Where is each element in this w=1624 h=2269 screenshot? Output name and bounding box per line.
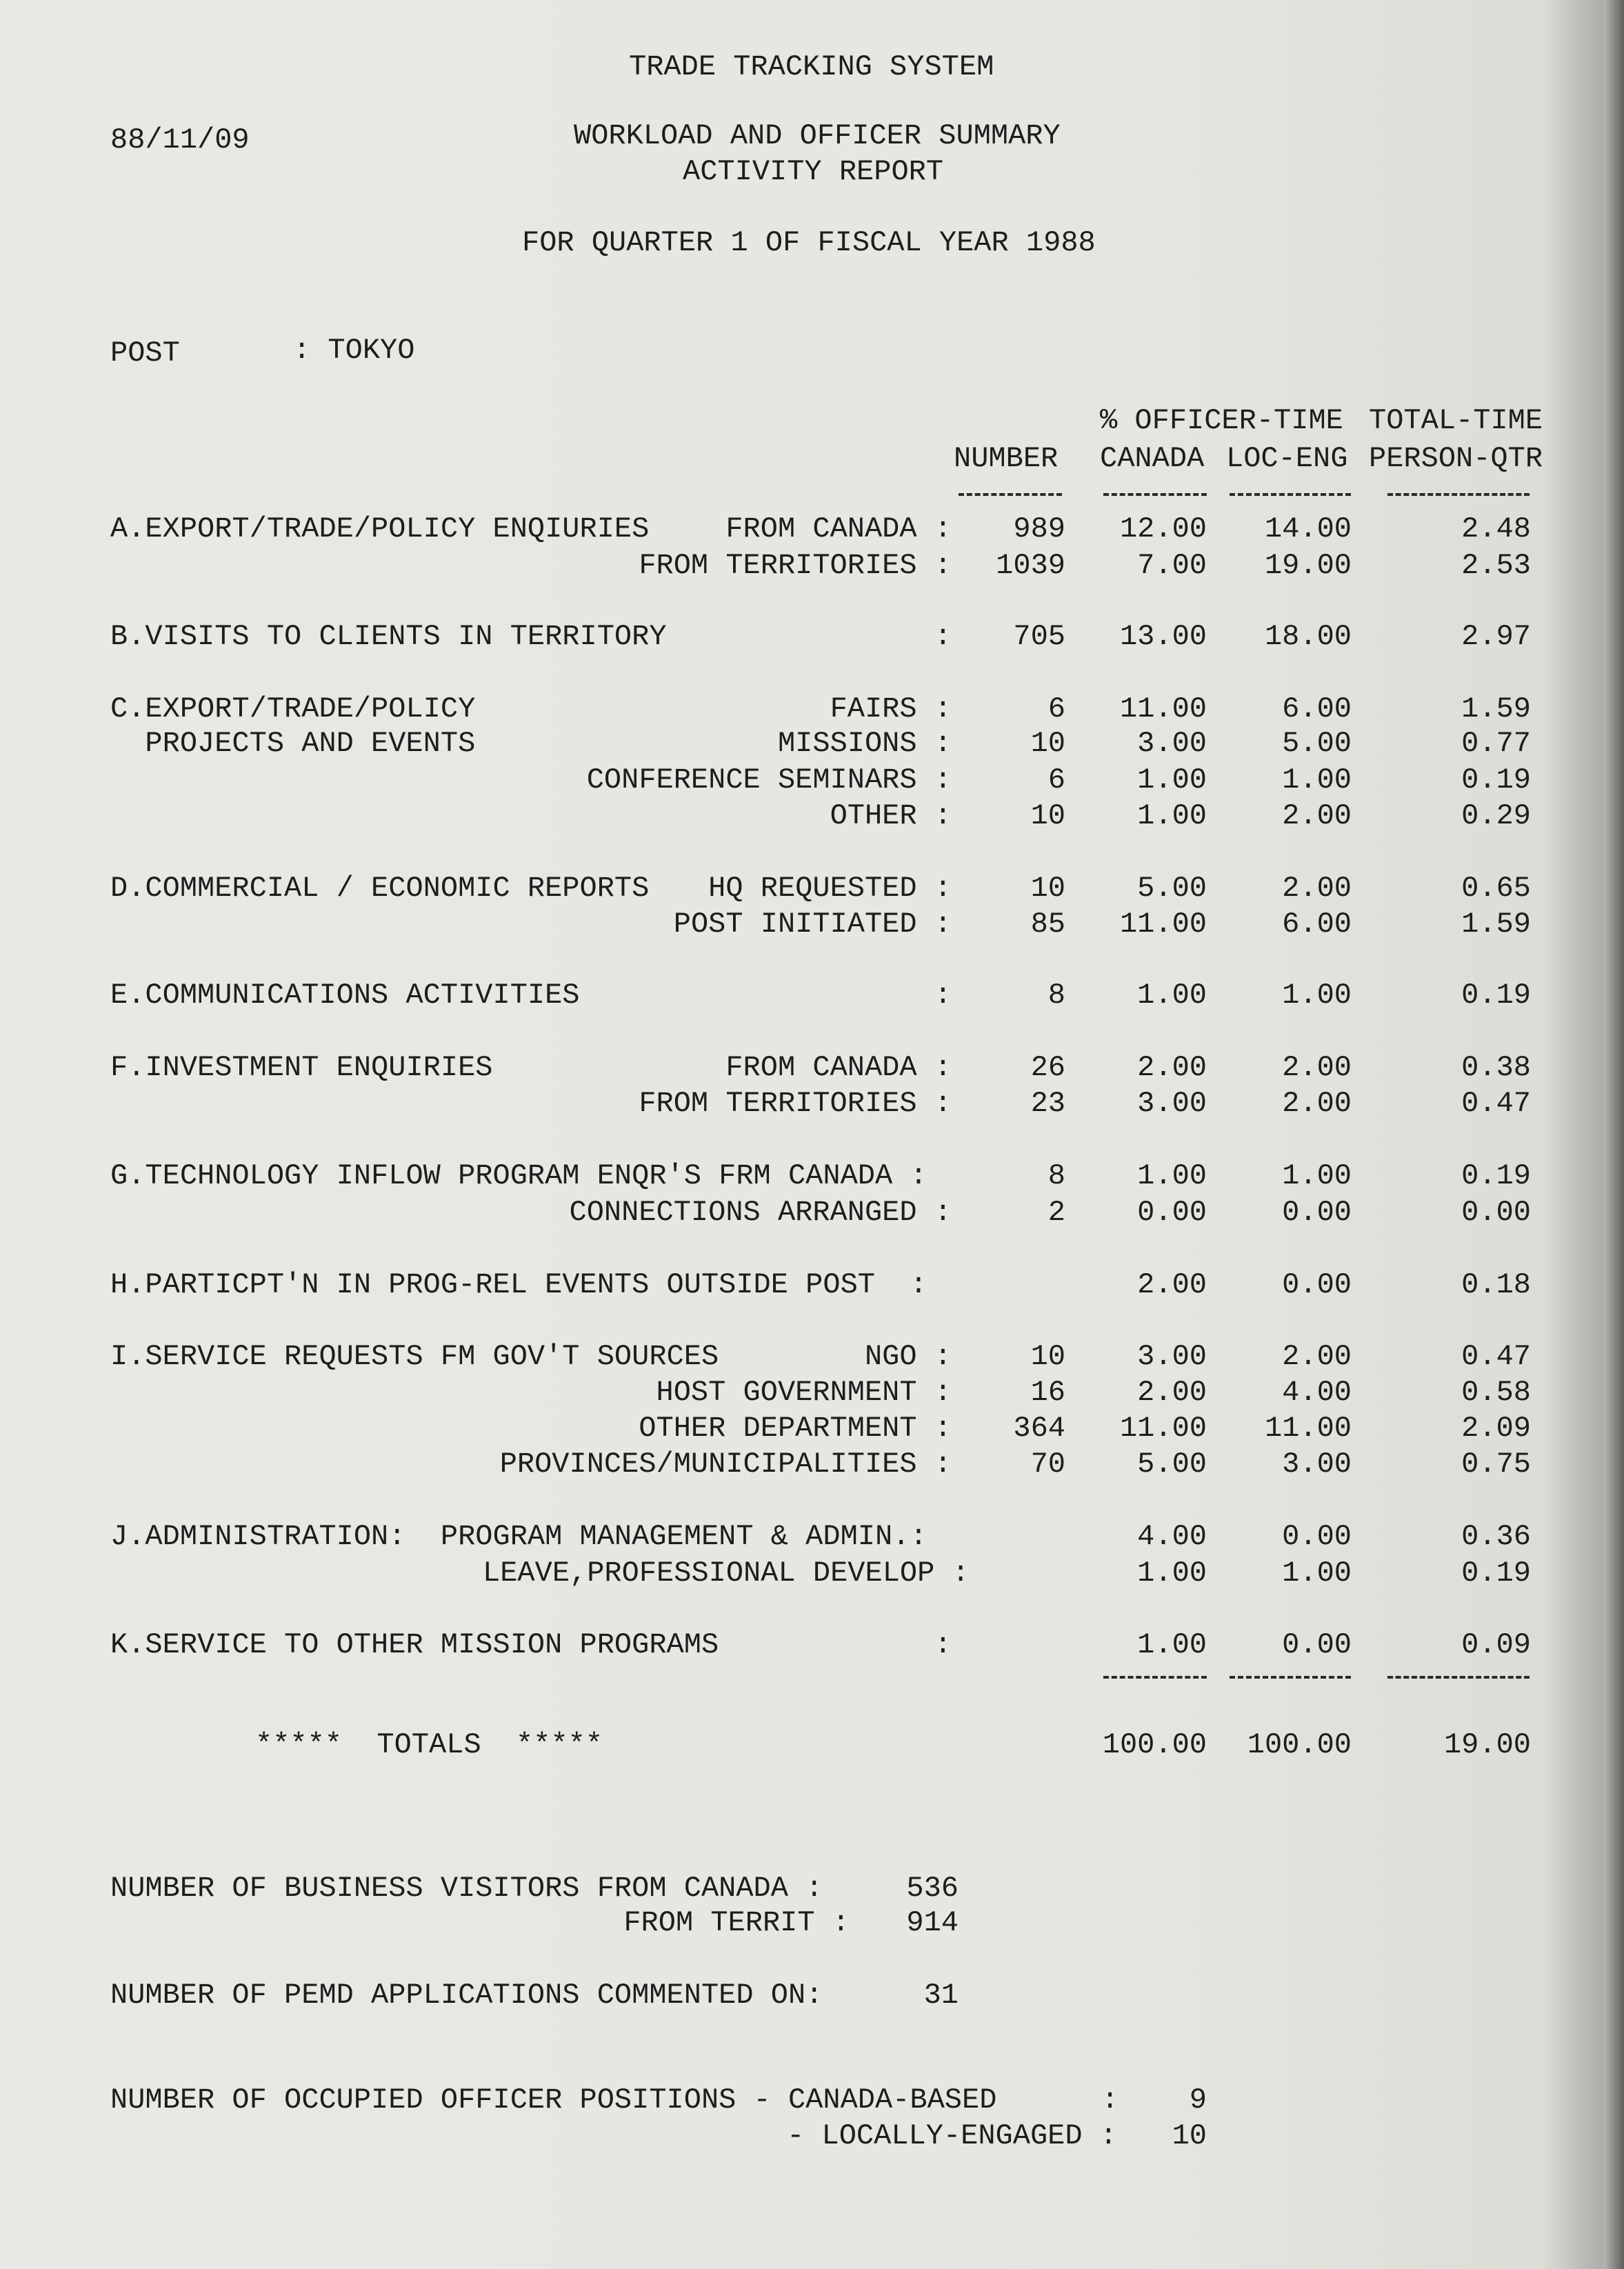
row-category: H.PARTICPT'N IN PROG-REL EVENTS OUTSIDE POST : [110, 1268, 928, 1301]
row-number: 8 [1047, 979, 1065, 1012]
row-loc-eng: 2.00 [1282, 1051, 1352, 1084]
row-person-qtr: 0.19 [1461, 979, 1531, 1012]
row-canada: 12.00 [1119, 512, 1207, 546]
row-person-qtr: 0.09 [1461, 1628, 1531, 1661]
row-loc-eng: 4.00 [1282, 1376, 1352, 1409]
row-canada: 2.00 [1137, 1268, 1207, 1301]
total-time-header: TOTAL-TIME [1369, 404, 1543, 437]
row-subcategory: POST INITIATED : [673, 908, 952, 941]
row-canada: 3.00 [1137, 727, 1207, 760]
row-subcategory: CONFERENCE SEMINARS : [586, 763, 952, 797]
row-person-qtr: 0.38 [1461, 1051, 1531, 1084]
header-rule-person-qtr [1387, 493, 1530, 496]
row-subcategory: FROM TERRITORIES : [639, 1087, 952, 1120]
row-subcategory: : [934, 620, 952, 653]
loc-eng-header: LOC-ENG [1226, 442, 1348, 475]
row-number: 16 [1030, 1376, 1065, 1409]
report-period: FOR QUARTER 1 OF FISCAL YEAR 1988 [522, 226, 1096, 259]
row-loc-eng: 3.00 [1282, 1448, 1352, 1481]
totals-label: ***** TOTALS ***** [255, 1728, 603, 1761]
row-category: A.EXPORT/TRADE/POLICY ENQIURIES [110, 512, 650, 546]
pemd-label: NUMBER OF PEMD APPLICATIONS COMMENTED ON: [110, 1979, 823, 2012]
row-subcategory: MISSIONS : [777, 727, 952, 760]
row-loc-eng: 18.00 [1264, 620, 1352, 653]
row-number: 23 [1030, 1087, 1065, 1120]
row-canada: 1.00 [1137, 1159, 1207, 1192]
row-canada: 5.00 [1137, 1448, 1207, 1481]
visitors-label: NUMBER OF BUSINESS VISITORS FROM CANADA : [110, 1872, 823, 1905]
totals-canada: 100.00 [1102, 1728, 1207, 1761]
row-canada: 1.00 [1137, 799, 1207, 832]
visitors-territ-value: 914 [906, 1906, 959, 1939]
row-loc-eng: 0.00 [1282, 1268, 1352, 1301]
row-loc-eng: 6.00 [1282, 908, 1352, 941]
row-category: B.VISITS TO CLIENTS IN TERRITORY [110, 620, 667, 653]
report-subtitle: ACTIVITY REPORT [683, 155, 944, 188]
row-number: 6 [1047, 692, 1065, 726]
row-canada: 0.00 [1137, 1196, 1207, 1229]
header-rule-canada [1103, 493, 1207, 496]
row-person-qtr: 0.29 [1461, 799, 1531, 832]
header-rule-loc-eng [1230, 493, 1351, 496]
row-canada: 2.00 [1137, 1051, 1207, 1084]
row-person-qtr: 0.19 [1461, 1159, 1531, 1192]
row-person-qtr: 0.36 [1461, 1520, 1531, 1553]
row-person-qtr: 0.77 [1461, 727, 1531, 760]
row-number: 70 [1030, 1448, 1065, 1481]
totals-loc-eng: 100.00 [1247, 1728, 1352, 1761]
row-category: K.SERVICE TO OTHER MISSION PROGRAMS [110, 1628, 719, 1661]
row-loc-eng: 1.00 [1282, 763, 1352, 797]
system-title: TRADE TRACKING SYSTEM [629, 50, 994, 83]
row-number: 364 [1013, 1412, 1065, 1445]
row-person-qtr: 0.75 [1461, 1448, 1531, 1481]
row-number: 10 [1030, 1340, 1065, 1373]
row-loc-eng: 1.00 [1282, 1557, 1352, 1590]
row-category: C.EXPORT/TRADE/POLICY [110, 692, 476, 726]
row-category: G.TECHNOLOGY INFLOW PROGRAM ENQR'S FRM CANADA : [110, 1159, 928, 1192]
row-subcategory: : [934, 979, 952, 1012]
row-canada: 13.00 [1119, 620, 1207, 653]
row-subcategory: LEAVE,PROFESSIONAL DEVELOP : [483, 1557, 970, 1590]
row-loc-eng: 11.00 [1264, 1412, 1352, 1445]
post-label: POST [110, 337, 180, 370]
row-loc-eng: 2.00 [1282, 1340, 1352, 1373]
row-canada: 11.00 [1119, 1412, 1207, 1445]
row-subcategory: CONNECTIONS ARRANGED : [569, 1196, 952, 1229]
row-canada: 11.00 [1119, 692, 1207, 726]
positions-canada-value: 9 [1189, 2083, 1207, 2117]
totals-person-qtr: 19.00 [1443, 1728, 1531, 1761]
row-subcategory: : [934, 1628, 952, 1661]
row-person-qtr: 0.58 [1461, 1376, 1531, 1409]
row-number: 10 [1030, 727, 1065, 760]
row-loc-eng: 0.00 [1282, 1628, 1352, 1661]
pemd-value: 31 [923, 1979, 959, 2012]
row-person-qtr: 1.59 [1461, 908, 1531, 941]
row-loc-eng: 0.00 [1282, 1520, 1352, 1553]
row-number: 989 [1013, 512, 1065, 546]
row-person-qtr: 2.09 [1461, 1412, 1531, 1445]
row-loc-eng: 1.00 [1282, 979, 1352, 1012]
row-subcategory: FAIRS : [830, 692, 952, 726]
row-number: 2 [1047, 1196, 1065, 1229]
report-title: WORKLOAD AND OFFICER SUMMARY [574, 119, 1061, 152]
row-canada: 3.00 [1137, 1340, 1207, 1373]
row-loc-eng: 2.00 [1282, 799, 1352, 832]
positions-canada-colon: : [1101, 2083, 1119, 2117]
row-category: E.COMMUNICATIONS ACTIVITIES [110, 979, 580, 1012]
row-number: 10 [1030, 799, 1065, 832]
row-subcategory: OTHER DEPARTMENT : [639, 1412, 952, 1445]
visitors-territ-label: FROM TERRIT : [623, 1906, 850, 1939]
row-person-qtr: 1.59 [1461, 692, 1531, 726]
number-header: NUMBER [954, 442, 1059, 475]
row-category: F.INVESTMENT ENQUIRIES [110, 1051, 493, 1084]
row-number: 8 [1047, 1159, 1065, 1192]
row-subcategory: FROM CANADA : [725, 1051, 952, 1084]
row-person-qtr: 0.00 [1461, 1196, 1531, 1229]
row-person-qtr: 2.48 [1461, 512, 1531, 546]
row-canada: 1.00 [1137, 979, 1207, 1012]
totals-rule-person-qtr [1387, 1676, 1530, 1679]
row-number: 26 [1030, 1051, 1065, 1084]
row-person-qtr: 2.97 [1461, 620, 1531, 653]
row-number: 1039 [996, 549, 1065, 582]
page-edge-shadow [1603, 0, 1624, 2269]
row-canada: 1.00 [1137, 1628, 1207, 1661]
header-rule-number [959, 493, 1062, 496]
row-loc-eng: 1.00 [1282, 1159, 1352, 1192]
row-category: PROJECTS AND EVENTS [110, 727, 476, 760]
row-person-qtr: 0.19 [1461, 763, 1531, 797]
row-loc-eng: 0.00 [1282, 1196, 1352, 1229]
row-subcategory: HOST GOVERNMENT : [656, 1376, 952, 1409]
post-value: : TOKYO [293, 334, 415, 367]
person-qtr-header: PERSON-QTR [1369, 442, 1543, 475]
row-subcategory: HQ REQUESTED : [708, 872, 952, 905]
row-loc-eng: 14.00 [1264, 512, 1352, 546]
positions-local-label: - LOCALLY-ENGAGED : [787, 2119, 1117, 2152]
row-loc-eng: 2.00 [1282, 1087, 1352, 1120]
row-canada: 5.00 [1137, 872, 1207, 905]
row-canada: 1.00 [1137, 763, 1207, 797]
report-date: 88/11/09 [110, 123, 250, 157]
row-person-qtr: 0.47 [1461, 1340, 1531, 1373]
row-number: 85 [1030, 908, 1065, 941]
row-category: I.SERVICE REQUESTS FM GOV'T SOURCES [110, 1340, 719, 1373]
row-person-qtr: 0.65 [1461, 872, 1531, 905]
row-loc-eng: 2.00 [1282, 872, 1352, 905]
row-canada: 3.00 [1137, 1087, 1207, 1120]
visitors-canada-value: 536 [906, 1872, 959, 1905]
canada-header: CANADA [1100, 442, 1205, 475]
row-canada: 11.00 [1119, 908, 1207, 941]
row-canada: 7.00 [1137, 549, 1207, 582]
row-subcategory: PROVINCES/MUNICIPALITIES : [499, 1448, 952, 1481]
positions-local-value: 10 [1172, 2119, 1207, 2152]
row-subcategory: OTHER : [830, 799, 952, 832]
row-number: 6 [1047, 763, 1065, 797]
row-category: D.COMMERCIAL / ECONOMIC REPORTS [110, 872, 650, 905]
row-loc-eng: 5.00 [1282, 727, 1352, 760]
totals-rule-loc-eng [1230, 1676, 1351, 1679]
officer-time-header: % OFFICER-TIME [1100, 404, 1343, 437]
row-number: 10 [1030, 872, 1065, 905]
row-loc-eng: 6.00 [1282, 692, 1352, 726]
row-canada: 1.00 [1137, 1557, 1207, 1590]
row-person-qtr: 0.47 [1461, 1087, 1531, 1120]
row-person-qtr: 0.18 [1461, 1268, 1531, 1301]
row-person-qtr: 2.53 [1461, 549, 1531, 582]
row-subcategory: FROM CANADA : [725, 512, 952, 546]
row-loc-eng: 19.00 [1264, 549, 1352, 582]
row-subcategory: NGO : [864, 1340, 952, 1373]
row-number: 705 [1013, 620, 1065, 653]
totals-rule-canada [1103, 1676, 1207, 1679]
row-category: J.ADMINISTRATION: PROGRAM MANAGEMENT & ADMIN.: [110, 1520, 928, 1553]
row-canada: 2.00 [1137, 1376, 1207, 1409]
row-canada: 4.00 [1137, 1520, 1207, 1553]
row-person-qtr: 0.19 [1461, 1557, 1531, 1590]
positions-label: NUMBER OF OCCUPIED OFFICER POSITIONS - CANADA-BASED [110, 2083, 997, 2117]
row-subcategory: FROM TERRITORIES : [639, 549, 952, 582]
